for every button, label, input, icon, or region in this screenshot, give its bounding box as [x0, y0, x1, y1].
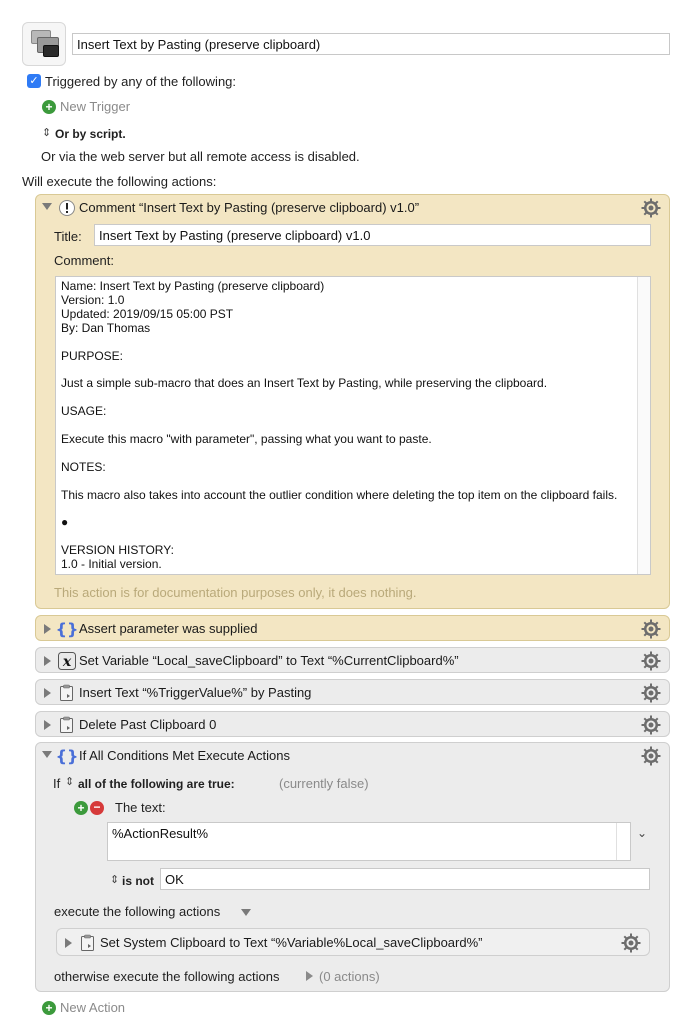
operator-select[interactable]: is not: [122, 874, 154, 888]
add-trigger-icon[interactable]: +: [42, 100, 56, 114]
otherwise-disclosure-icon[interactable]: [306, 971, 313, 981]
svg-text:{}: {}: [55, 619, 79, 639]
disclosure-triangle-icon[interactable]: [44, 656, 51, 666]
compare-value-field[interactable]: OK: [160, 868, 650, 890]
if-label: If: [53, 776, 61, 791]
comment-label: Comment:: [54, 253, 114, 268]
svg-text:{}: {}: [55, 746, 79, 766]
if-action-header[interactable]: [36, 743, 669, 769]
comment-line: By: Dan Thomas: [61, 320, 151, 335]
insert-text-action[interactable]: [35, 679, 670, 705]
comment-line: USAGE:: [61, 404, 107, 419]
comment-line: Version: 1.0: [61, 292, 125, 307]
comment-line: NOTES:: [61, 459, 106, 474]
comment-line: [61, 530, 645, 544]
comment-line: [61, 419, 645, 433]
the-text-label: The text:: [115, 800, 166, 815]
execute-actions-label: execute the following actions: [54, 904, 221, 919]
comment-footer-note: This action is for documentation purposes only, it does nothing.: [54, 585, 417, 600]
comment-line: ●: [61, 515, 69, 530]
set-clipboard-action-title: Set System Clipboard to Text “%Variable%Local_saveClipboard%”: [100, 935, 483, 950]
braces-icon: [55, 746, 79, 766]
comment-line: [61, 447, 645, 461]
comment-action-header[interactable]: [36, 195, 669, 221]
comment-text-area[interactable]: [55, 276, 651, 575]
otherwise-label: otherwise execute the following actions: [54, 969, 280, 984]
set-variable-action-title: Set Variable “Local_saveClipboard” to Text “%CurrentClipboard%”: [79, 653, 459, 668]
insert-text-action-title: Insert Text “%TriggerValue%” by Pasting: [79, 685, 312, 700]
comment-line: Name: Insert Text by Pasting (preserve clipboard): [61, 279, 325, 293]
disclosure-triangle-icon[interactable]: [42, 751, 52, 758]
comment-line: [61, 502, 645, 516]
comment-line: Just a simple sub-macro that does an Insert Text by Pasting, while preserving the clipboard.: [61, 376, 548, 391]
comment-line: Updated: 2019/09/15 05:00 PST: [61, 306, 234, 321]
clipboard-icon: [58, 684, 76, 702]
or-by-script-label[interactable]: Or by script.: [55, 127, 126, 141]
clipboard-icon: [79, 934, 97, 952]
new-trigger-button[interactable]: New Trigger: [60, 99, 131, 114]
comment-line: [61, 363, 645, 377]
text-field-scrollbar[interactable]: [616, 823, 630, 860]
comment-line: Execute this macro "with parameter", passing what you want to paste.: [61, 431, 432, 446]
title-label: Title:: [54, 229, 82, 244]
disclosure-triangle-icon[interactable]: [44, 720, 51, 730]
add-action-icon[interactable]: +: [42, 1001, 56, 1015]
web-server-note: Or via the web server but all remote access is disabled.: [41, 149, 360, 164]
clipboard-icon: [58, 716, 76, 734]
macro-name-field[interactable]: Insert Text by Pasting (preserve clipboard): [72, 33, 670, 55]
updown-chevron-icon[interactable]: ⇕: [110, 874, 120, 886]
window-glyph: [43, 45, 59, 57]
gear-icon[interactable]: [641, 651, 661, 671]
set-clipboard-action[interactable]: [56, 928, 650, 956]
updown-chevron-icon[interactable]: ⇕: [65, 776, 75, 788]
gear-icon[interactable]: [641, 746, 661, 766]
gear-icon[interactable]: [641, 619, 661, 639]
add-condition-icon[interactable]: +: [74, 801, 88, 815]
comment-line: 1.0 - Initial version.: [61, 557, 162, 571]
set-variable-action[interactable]: [35, 647, 670, 673]
delete-clipboard-action[interactable]: [35, 711, 670, 737]
variable-icon: [58, 652, 76, 670]
condition-text-field[interactable]: %ActionResult%: [107, 822, 631, 861]
comment-line: PURPOSE:: [61, 348, 124, 363]
assert-action-title: Assert parameter was supplied: [79, 621, 258, 636]
chevron-down-icon[interactable]: ⌄: [637, 826, 648, 840]
disclosure-triangle-icon[interactable]: [44, 688, 51, 698]
actions-header: Will execute the following actions:: [22, 174, 217, 189]
macro-icon[interactable]: [22, 22, 66, 66]
remove-condition-icon[interactable]: −: [90, 801, 104, 815]
delete-clipboard-action-title: Delete Past Clipboard 0: [79, 717, 217, 732]
triggered-checkbox[interactable]: ✓: [27, 74, 41, 88]
if-action-title: If All Conditions Met Execute Actions: [79, 748, 290, 763]
gear-icon[interactable]: [641, 683, 661, 703]
triggered-label: Triggered by any of the following:: [45, 74, 237, 89]
assert-action[interactable]: [35, 615, 670, 641]
comment-line: [61, 391, 645, 405]
exclamation-icon: [58, 199, 76, 217]
updown-chevron-icon[interactable]: ⇕: [42, 127, 52, 139]
comment-line: [61, 475, 645, 489]
comment-scrollbar[interactable]: [637, 277, 650, 574]
comment-action-title: Comment “Insert Text by Pasting (preserve clipboard) v1.0”: [79, 200, 420, 215]
condition-mode-select[interactable]: all of the following are true:: [78, 777, 235, 791]
comment-line: This macro also takes into account the outlier condition where deleting the top item on the clipboard fails.: [61, 487, 618, 502]
condition-status: (currently false): [279, 776, 369, 791]
comment-lines: [61, 280, 645, 572]
comment-line: [61, 336, 645, 350]
braces-icon: [55, 619, 79, 639]
disclosure-triangle-icon[interactable]: [42, 203, 52, 210]
comment-title-field[interactable]: Insert Text by Pasting (preserve clipboard) v1.0: [94, 224, 651, 246]
gear-icon[interactable]: [621, 933, 641, 953]
comment-line: VERSION HISTORY:: [61, 543, 174, 558]
disclosure-triangle-icon[interactable]: [44, 624, 51, 634]
execute-disclosure-icon[interactable]: [241, 909, 251, 916]
svg-text:x: x: [62, 654, 72, 670]
gear-icon[interactable]: [641, 198, 661, 218]
gear-icon[interactable]: [641, 715, 661, 735]
otherwise-count: (0 actions): [319, 969, 380, 984]
disclosure-triangle-icon[interactable]: [65, 938, 72, 948]
new-action-button[interactable]: New Action: [60, 1000, 126, 1015]
